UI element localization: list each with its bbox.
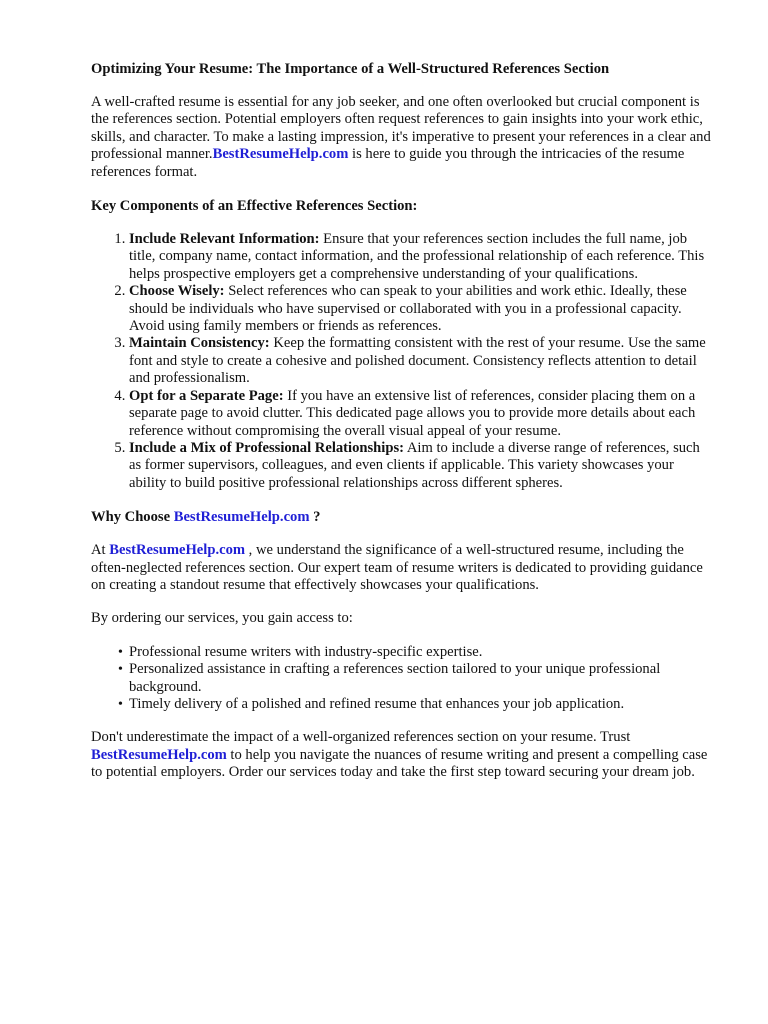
list-item-text: Ensure that your references section includes the full name, job title, company name, contact information, and the professional relationship of each reference. This helps prospective employers get a comprehensive understanding of your qualifications. — [129, 231, 705, 282]
bestresumehelp-link[interactable]: BestResumeHelp.com — [173, 509, 310, 526]
intro-text-before: A well-crafted resume is essential for any job seeker, and one often overlooked but crucial component is the references section. Potential employers often request references to gain insights into your work ethic, skills, and character. To make a lasting impression, it's imperative to present your references in a clear and professional manner. — [91, 94, 711, 163]
benefits-list — [91, 644, 711, 714]
at-paragraph — [91, 542, 711, 594]
list-item-text: If you have an extensive list of references, consider placing them on a separate page to avoid clutter. This dedicated page allows you to provide more details about each reference without compromising the overall visual appeal of your resume. — [129, 387, 696, 439]
list-item — [118, 643, 711, 661]
closing-text-after: to help you navigate the nuances of resume writing and present a compelling case to potential employers. Order our services today and take the first step toward securing your dream job. — [91, 746, 708, 781]
why-choose-heading — [91, 508, 711, 526]
intro-text-after: is here to guide you through the intricacies of the resume references format. — [91, 146, 685, 180]
closing-text-before: Don't underestimate the impact of a well-organized references section on your resume. Trust — [91, 729, 631, 746]
list-item-term: Choose Wisely: — [129, 283, 225, 300]
list-item — [118, 661, 711, 696]
closing-paragraph — [91, 729, 711, 781]
list-item-term: Opt for a Separate Page: — [129, 387, 284, 404]
bestresumehelp-link[interactable]: BestResumeHelp.com — [91, 746, 227, 763]
key-components-list — [91, 231, 711, 492]
key-components-heading: Key Components of an Effective References Section: — [91, 198, 418, 215]
bestresumehelp-link[interactable]: BestResumeHelp.com — [212, 146, 349, 163]
list-item — [129, 335, 711, 387]
list-item-term: Include a Mix of Professional Relationships: — [129, 439, 405, 456]
list-item — [129, 231, 711, 283]
list-item-text: Select references who can speak to your abilities and work ethic. Ideally, these should be individuals who have supervised or collaborated with you in a professional capacity. Avoid using family members or friends as references. — [129, 283, 687, 335]
list-item-text: Personalized assistance in crafting a references section tailored to your unique professional background. — [129, 661, 661, 695]
bullet-icon: • — [118, 696, 123, 712]
why-choose-text: Why Choose — [91, 509, 174, 526]
why-choose-question-mark: ? — [309, 509, 321, 526]
at-text-after: , we understand the significance of a well-structured resume, including the often-neglected references section. Our expert team of resume writers is dedicated to providing guidance on creating a standout resume that effectively showcases your qualifications. — [91, 542, 703, 593]
list-item-term: Maintain Consistency: — [129, 335, 270, 352]
list-item-text: Professional resume writers with industry-specific expertise. — [129, 643, 483, 660]
bestresumehelp-link[interactable]: BestResumeHelp.com — [109, 542, 246, 559]
intro-paragraph — [91, 94, 711, 181]
list-item — [129, 440, 711, 492]
list-item-text: Keep the formatting consistent with the rest of your resume. Use the same font and style to create a cohesive and polished document. Consistency reflects attention to detail and professionalism. — [129, 335, 706, 387]
bullet-icon: • — [118, 644, 123, 660]
list-item-term: Include Relevant Information: — [129, 231, 320, 248]
list-item — [118, 695, 711, 713]
list-item — [129, 283, 711, 335]
ordering-intro: By ordering our services, you gain access to: — [91, 610, 353, 627]
document-title: Optimizing Your Resume: The Importance of a Well-Structured References Section — [91, 61, 610, 77]
bullet-icon: • — [118, 662, 123, 678]
list-item — [129, 388, 711, 440]
list-item-text: Aim to include a diverse range of references, such as former supervisors, colleagues, and even clients if applicable. This variety showcases your ability to build positive professional relationships across different spheres. — [129, 439, 700, 491]
document-page — [91, 60, 711, 798]
list-item-text: Timely delivery of a polished and refined resume that enhances your job application. — [129, 695, 625, 712]
at-text-before: At — [91, 542, 110, 559]
